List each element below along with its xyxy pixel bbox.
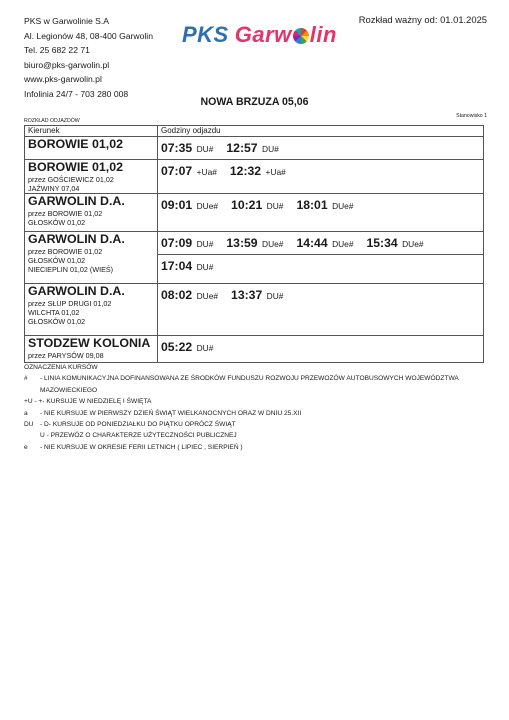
departure-time: 14:44 xyxy=(296,236,328,250)
legend-items xyxy=(24,373,459,453)
direction-cell xyxy=(25,232,158,284)
legend-text: - NIE KURSUJE W OKRESIE FERII LETNICH ( LIPIEC , SIERPIEŃ ) xyxy=(40,443,243,451)
departures-cell xyxy=(158,194,484,232)
company-line: PKS w Garwolinie S.A xyxy=(24,16,110,26)
departure-time: 18:01 xyxy=(296,198,328,212)
legend-symbol: +U - + xyxy=(24,398,43,406)
legend-item xyxy=(24,442,459,453)
platform-label: Stanowisko 1 xyxy=(456,113,487,119)
via-stop: przez BOROWIE 01,02 xyxy=(28,209,103,218)
direction-cell xyxy=(25,137,158,160)
table-row xyxy=(25,137,484,160)
direction-cell xyxy=(25,336,158,363)
departure-time: 07:09 xyxy=(161,236,193,250)
departure-line xyxy=(158,254,483,277)
legend-item xyxy=(24,373,459,384)
departure-entry xyxy=(161,234,213,252)
company-line: Infolinia 24/7 - 703 280 008 xyxy=(24,88,129,99)
legend-text: - LINIA KOMUNIKACYJNA DOFINANSOWANA ZE ŚRODKÓW FUNDUSZU ROZWOJU PRZEWOZÓW AUTOBUSOWYCH WOJEWÓDZTWA xyxy=(40,375,459,383)
via-stop: GŁOSKÓW 01,02 xyxy=(28,317,86,326)
departure-table xyxy=(24,125,484,363)
header-departures: Godziny odjazdu xyxy=(158,126,484,137)
legend-text: - NIE KURSUJE W PIERWSZY DZIEŃ ŚWIĄT WIELKANOCNYCH ORAZ W DNIU 25.XII xyxy=(40,409,302,417)
departure-entry xyxy=(230,162,286,180)
departure-time: 12:32 xyxy=(229,164,262,178)
via-stop: GŁOSKÓW 01,02 xyxy=(28,256,86,265)
departure-mark: DUe# xyxy=(196,201,219,211)
departures-cell xyxy=(158,137,484,160)
table-row xyxy=(25,284,484,336)
departure-entry xyxy=(231,196,283,214)
departure-mark: DU# xyxy=(262,144,279,154)
departure-time: 13:37 xyxy=(231,288,263,302)
legend-text: - D- KURSUJE OD PONIEDZIAŁKU DO PIĄTKU OPRÓCZ ŚWIĄT xyxy=(40,421,236,429)
legend-symbol: a xyxy=(24,409,28,417)
departure-line xyxy=(158,336,483,358)
direction-cell xyxy=(25,284,158,336)
stop-title: NOWA BRZUZA 05,06 xyxy=(200,96,309,108)
departure-entry xyxy=(161,338,213,356)
legend-item xyxy=(24,408,459,419)
direction-name: GARWOLIN D.A. xyxy=(28,194,125,208)
schedule-caption: ROZKŁAD ODJAZDÓW xyxy=(24,118,80,124)
departure-line xyxy=(158,137,483,159)
departures-cell xyxy=(158,336,484,363)
direction-name: BOROWIE 01,02 xyxy=(28,160,124,174)
company-info xyxy=(24,14,153,102)
via-stop: GŁOSKÓW 01,02 xyxy=(28,218,86,227)
direction-name: BOROWIE 01,02 xyxy=(28,137,124,151)
departure-entry xyxy=(366,234,423,252)
via-stop: przez BOROWIE 01,02 xyxy=(28,247,103,256)
departure-time: 10:21 xyxy=(231,198,263,212)
legend-text: - KURSUJE W NIEDZIELĘ I ŚWIĘTA xyxy=(42,398,152,406)
valid-from: Rozkład ważny od: 01.01.2025 xyxy=(358,14,487,25)
direction-name: GARWOLIN D.A. xyxy=(28,232,125,246)
departures-cell xyxy=(158,160,484,194)
departure-entry xyxy=(296,196,353,214)
table-header-row xyxy=(25,126,484,137)
via-stop: przez SŁUP DRUGI 01,02 xyxy=(28,299,112,308)
departure-entry xyxy=(161,286,218,304)
company-line: www.pks-garwolin.pl xyxy=(24,74,102,85)
company-line: Al. Legionów 48, 08-400 Garwolin xyxy=(24,30,153,41)
departure-mark: DUe# xyxy=(332,239,354,249)
departure-mark: DUe# xyxy=(332,201,354,211)
departure-entry xyxy=(226,234,283,252)
departure-time: 05:22 xyxy=(161,340,193,354)
departure-mark: +Ua# xyxy=(265,167,286,177)
course-legend xyxy=(24,362,459,453)
direction-cell xyxy=(25,160,158,194)
colorful-circle-icon xyxy=(293,28,309,44)
departure-mark: DU# xyxy=(196,144,214,154)
direction-name: GARWOLIN D.A. xyxy=(28,284,125,298)
via-stop: przez GOŚCIEWICZ 01,02 xyxy=(28,175,114,184)
departure-time: 17:04 xyxy=(161,259,193,273)
departures-cell xyxy=(158,232,484,284)
via-stop: WILCHTA 01,02 xyxy=(28,308,80,317)
departure-mark: DUe# xyxy=(262,239,284,249)
logo-garw-text: Garw xyxy=(234,22,292,47)
departure-mark: DU# xyxy=(266,201,284,211)
company-line: biuro@pks-garwolin.pl xyxy=(24,59,110,70)
legend-symbol: e xyxy=(24,443,28,451)
departure-time: 13:59 xyxy=(226,236,258,250)
departure-time: 15:34 xyxy=(366,236,398,250)
departure-line xyxy=(158,232,483,254)
table-row xyxy=(25,194,484,232)
direction-cell xyxy=(25,194,158,232)
departure-mark: DU# xyxy=(196,343,214,353)
via-stop: JAŹWINY 07,04 xyxy=(28,184,80,193)
departures-cell xyxy=(158,284,484,336)
departure-mark: DU# xyxy=(266,291,284,301)
legend-symbol: # xyxy=(24,375,28,383)
departure-entry xyxy=(161,257,213,275)
departure-entry xyxy=(161,162,217,180)
departure-line xyxy=(158,194,483,216)
departure-line xyxy=(158,284,483,306)
legend-symbol: DU xyxy=(24,421,34,429)
departure-mark: DUe# xyxy=(402,239,424,249)
departure-time: 09:01 xyxy=(161,198,193,212)
header-direction: Kierunek xyxy=(25,126,158,137)
legend-title: OZNACZENIA KURSÓW xyxy=(24,364,98,371)
logo-pks-text: PKS xyxy=(182,22,229,47)
direction-name: STODZEW KOLONIA xyxy=(28,336,151,350)
legend-item xyxy=(24,430,459,441)
via-stop: przez PARYSÓW 09,08 xyxy=(28,351,104,360)
departure-line xyxy=(158,160,483,182)
logo-lin-text: lin xyxy=(309,22,337,47)
table-row xyxy=(25,232,484,284)
departure-entry xyxy=(161,196,218,214)
legend-text: MAZOWIECKIEGO xyxy=(40,386,98,394)
legend-item xyxy=(24,419,459,430)
table-row xyxy=(25,160,484,194)
pks-garwolin-logo xyxy=(182,22,337,48)
departure-mark: DU# xyxy=(196,262,214,272)
company-line: Tel. 25 682 22 71 xyxy=(24,45,90,56)
departure-entry xyxy=(226,139,278,157)
table-row xyxy=(25,336,484,363)
departure-mark: +Ua# xyxy=(196,167,217,177)
via-stop: NIECIEPLIN 01,02 (WIEŚ) xyxy=(28,265,114,274)
legend-text: U - PRZEWÓZ O CHARAKTERZE UŻYTECZNOŚCI PUBLICZNEJ xyxy=(40,432,237,440)
departure-time: 12:57 xyxy=(226,141,258,155)
departure-entry xyxy=(161,139,213,157)
legend-item xyxy=(24,396,459,407)
departure-entry xyxy=(296,234,353,252)
departure-mark: DUe# xyxy=(196,291,219,301)
departure-mark: DU# xyxy=(196,239,214,249)
departure-time: 08:02 xyxy=(161,288,193,302)
departure-entry xyxy=(231,286,283,304)
table-body xyxy=(25,137,484,363)
legend-item xyxy=(24,385,459,396)
departure-time: 07:35 xyxy=(161,141,193,155)
departure-time: 07:07 xyxy=(161,164,193,178)
